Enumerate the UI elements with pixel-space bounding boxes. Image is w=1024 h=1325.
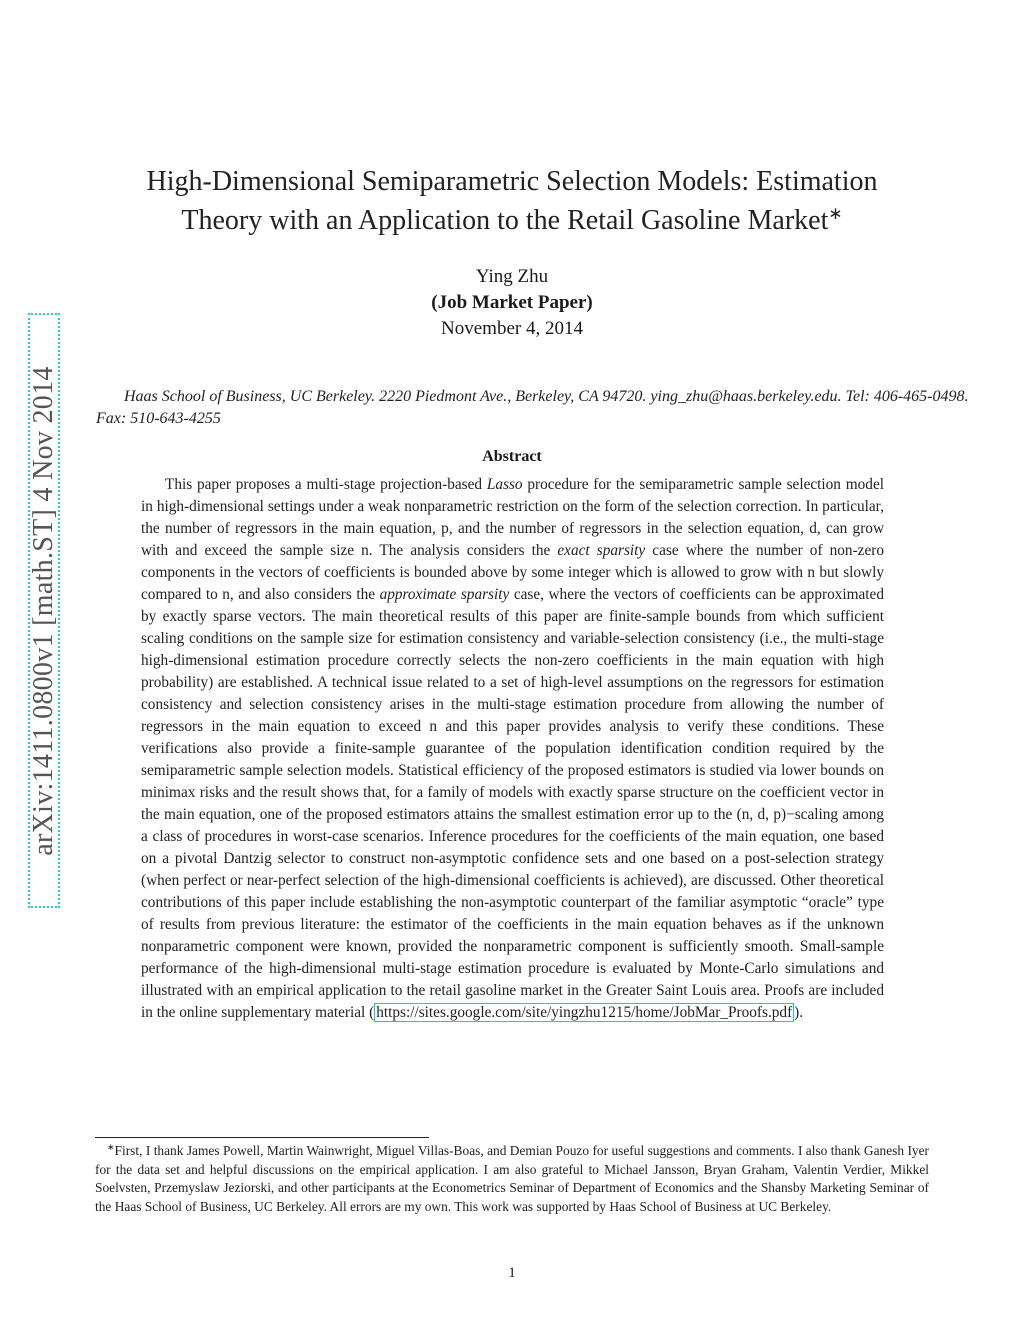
footnote bbox=[95, 1142, 929, 1216]
arxiv-id: arXiv:1411.0800v1 [math.ST] 4 Nov 2014 bbox=[28, 365, 59, 856]
author-block bbox=[300, 264, 724, 342]
footnote-mark: ∗ bbox=[107, 1142, 115, 1152]
footnote-text: First, I thank James Powell, Martin Wainwright, Miguel Villas-Boas, and Demian Pouzo for useful suggestions and comments. I also thank Ganesh Iyer for the data set and helpful discussions on the empirical application. I am also grateful to Michael Jansson, Bryan Graham, Valentin Verdier, Mikkel Soelvsten, Przemyslaw Jeziorski, and other participants at the Econometrics Seminar of Department of Economics and the Shansby Marketing Seminar of the Haas School of Business, UC Berkeley. All errors are my own. This work was supported by Haas School of Business at UC Berkeley. bbox=[95, 1143, 929, 1214]
author-name: Ying Zhu bbox=[475, 266, 549, 287]
title-footnote-mark[interactable]: ∗ bbox=[828, 204, 843, 223]
affiliation: Haas School of Business, UC Berkeley. 2220 Piedmont Ave., Berkeley, CA 94720. ying_zhu@haas.berkeley.edu. Tel: 406-465-0498. Fax: 510-643-4255 bbox=[96, 388, 969, 427]
lasso-term: Lasso bbox=[486, 476, 523, 493]
proofs-link[interactable]: https://sites.google.com/site/yingzhu1215/home/JobMar_Proofs.pdf bbox=[376, 1004, 793, 1021]
footnote-divider bbox=[95, 1137, 429, 1138]
abstract-heading: Abstract bbox=[482, 448, 542, 465]
title-line-2: Theory with an Application to the Retail Gasoline Market∗ bbox=[181, 204, 843, 236]
paper-type: (Job Market Paper) bbox=[431, 292, 593, 313]
exact-sparsity-term: exact sparsity bbox=[557, 542, 646, 559]
page-number: 1 bbox=[508, 1265, 516, 1281]
arxiv-stamp[interactable] bbox=[28, 313, 60, 908]
paper-title bbox=[100, 162, 924, 240]
title-line-1: High-Dimensional Semiparametric Selection Models: Estimation bbox=[146, 166, 878, 197]
approximate-sparsity-term: approximate sparsity bbox=[379, 586, 510, 603]
paper-date: November 4, 2014 bbox=[441, 318, 583, 339]
abstract-body: This paper proposes a multi-stage projection-based Lasso procedure for the semiparametric sample selection model in high-dimensional settings under a weak nonparametric restriction on the form of the selection correction. In particular, the number of regressors in the main equation, p, and the number of regressors in the selection equation, d, can grow with and exceed the sample size n. The analysis considers the exact sparsity case where the number of non-zero components in the vectors of coefficients is bounded above by some integer which is allowed to grow with n but slowly compared to n, and also considers the approximate sparsity case, where the vectors of coefficients can be approximated by exactly sparse vectors. The main theoretical results of this paper are finite-sample bounds from which sufficient scaling conditions on the sample size for estimation consistency and variable-selection consistency (i.e., the multi-stage high-dimensional estimation procedure correctly selects the non-zero coefficients in the main equation with high probability) are established. A technical issue related to a set of high-level assumptions on the regressors for estimation consistency and selection consistency arises in the multi-stage estimation procedure from allowing the number of regressors in the main equation to exceed n and this paper provides analysis to verify these conditions. These verifications also provide a finite-sample guarantee of the population identification condition required by the semiparametric sample selection models. Statistical efficiency of the proposed estimators is studied via lower bounds on minimax risks and the result shows that, for a family of models with exactly sparse structure on the coefficient vector in the main equation, one of the proposed estimators attains the smallest estimation error up to the (n, d, p)−scaling among a class of procedures in worst-case scenarios. Inference procedures for the coefficients of the main equation, one based on a pivotal Dantzig selector to construct non-asymptotic confidence sets and one based on a post-selection strategy (when perfect or near-perfect selection of the high-dimensional coefficients is achieved), are discussed. Other theoretical contributions of this paper include establishing the non-asymptotic counterpart of the familiar asymptotic “oracle” type of results from previous literature: the estimator of the coefficients in the main equation behaves as if the unknown nonparametric component were known, provided the nonparametric component is sufficiently smooth. Small-sample performance of the high-dimensional multi-stage estimation procedure is evaluated by Monte-Carlo simulations and illustrated with an empirical application to the retail gasoline market in the Greater Saint Louis area. Proofs are included in the online supplementary material ( https://sites.google.com/site/yingzhu1215/home/JobMar_Proofs.pdf ). bbox=[141, 476, 884, 1021]
